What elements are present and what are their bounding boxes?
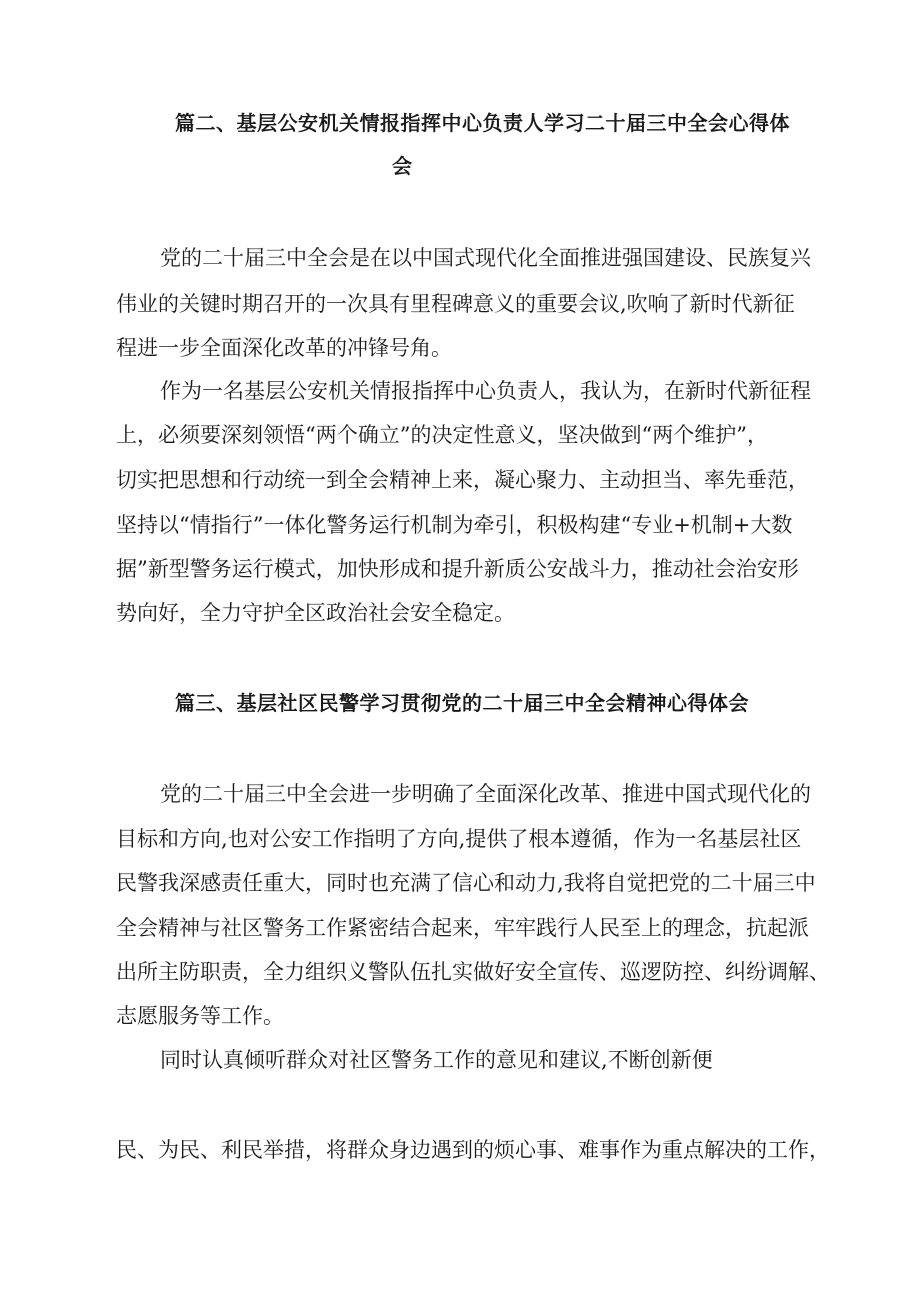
section2-para2-line: 坚持以“情指行”一体化警务运行机制为牵引，积极构建“专业+机制+大数 [116, 513, 793, 537]
section2-para1-line: 党的二十届三中全会是在以中国式现代化全面推进强国建设、民族复兴 [160, 246, 811, 270]
section2-para2-line: 据”新型警务运行模式，加快形成和提升新质公安战斗力，推动社会治安形 [116, 557, 799, 581]
section3-para1-line: 目标和方向,也对公安工作指明了方向,提供了根本遵循，作为一名基层社区 [116, 827, 802, 851]
section2-para2-line: 作为一名基层公安机关情报指挥中心负责人，我认为，在新时代新征程 [160, 379, 811, 403]
section3-para1-line: 全会精神与社区警务工作紧密结合起来，牢牢践行人民至上的理念，抗起派 [116, 916, 809, 940]
section2-para2-line: 势向好，全力守护全区政治社会安全稳定。 [116, 601, 515, 625]
section3-para1-line: 民警我深感责任重大，同时也充满了信心和动力,我将自觉把党的二十届三中 [116, 871, 816, 895]
section2-title-line2: 会 [392, 154, 413, 178]
section3-para1-line: 志愿服务等工作。 [116, 1004, 284, 1028]
section3-para3-line: 民、为民、利民举措，将群众身边遇到的烦心事、难事作为重点解决的工作， [116, 1138, 830, 1162]
section2-para2-line: 上，必须要深刻领悟“两个确立”的决定性意义，坚决做到“两个维护”， [116, 423, 768, 447]
section2-title-line1: 篇二、基层公安机关情报指挥中心负责人学习二十届三中全会心得体 [175, 111, 790, 135]
section2-para1-line: 伟业的关键时期召开的一次具有里程碑意义的重要会议,吹响了新时代新征 [116, 292, 795, 316]
section2-para1-line: 程进一步全面深化改革的冲锋号角。 [116, 336, 452, 360]
section3-title: 篇三、基层社区民警学习贯彻党的二十届三中全会精神心得体会 [175, 691, 749, 715]
section3-para1-line: 党的二十届三中全会进一步明确了全面深化改革、推进中国式现代化的 [160, 782, 811, 806]
section2-para2-line: 切实把思想和行动统一到全会精神上来，凝心聚力、主动担当、率先垂范， [116, 468, 809, 492]
section3-para2-line: 同时认真倾听群众对社区警务工作的意见和建议,不断创新便 [160, 1048, 713, 1072]
section3-para1-line: 出所主防职责，全力组织义警队伍扎实做好安全宣传、巡逻防控、纠纷调解、 [116, 960, 830, 984]
